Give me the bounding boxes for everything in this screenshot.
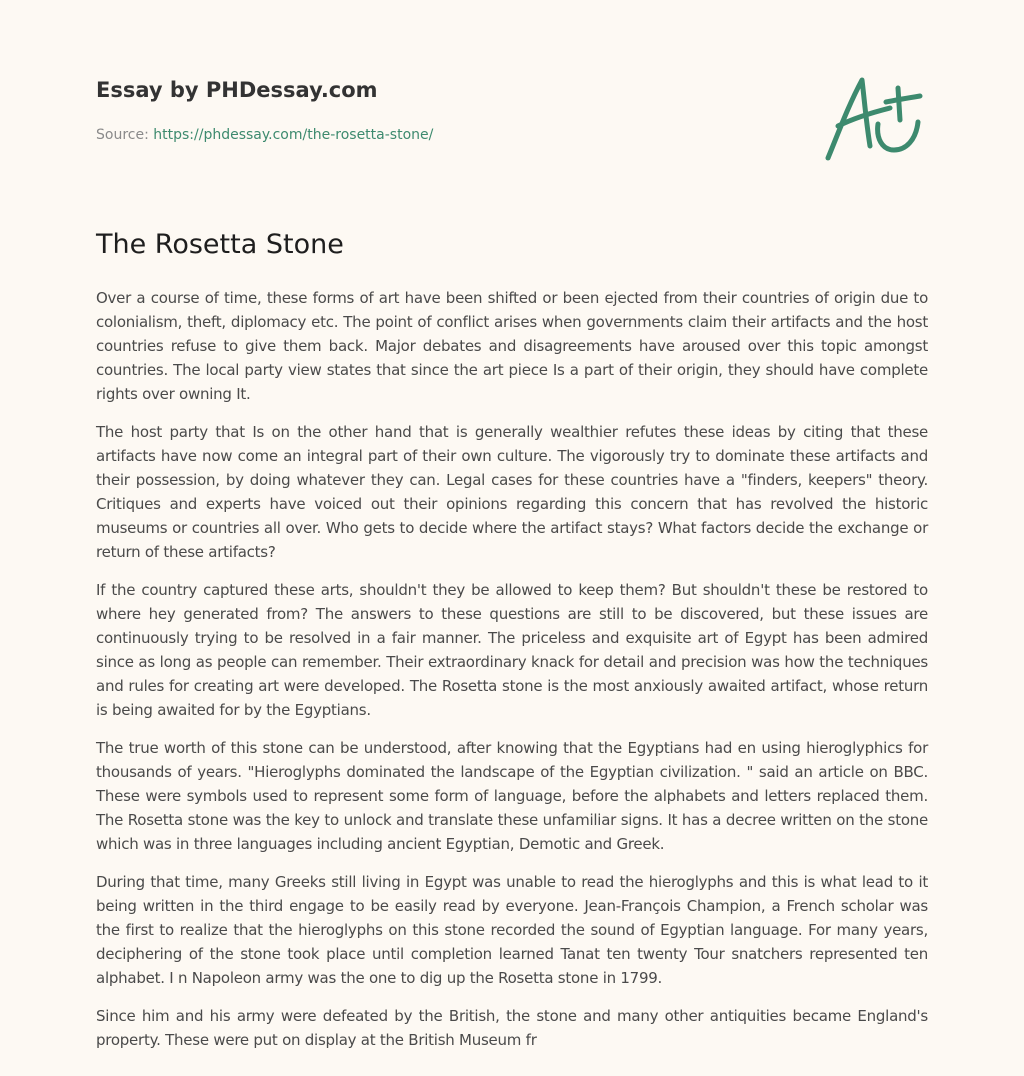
a-plus-grade-icon bbox=[820, 66, 930, 166]
source-label: Source: bbox=[96, 127, 154, 143]
essay-paragraph: If the country captured these arts, shouldn't they be allowed to keep them? But shouldn't these be restored to where hey generated from? The answers to these questions are still to be discovered, but these issues are continuously trying to be resolved in a fair manner. The priceless and exquisite art of Egypt has been admired since as long as people can remember. Their extraordinary knack for detail and precision was how the techniques and rules for creating art were developed. The Rosetta stone is the most anxiously awaited artifact, whose return is being awaited for by the Egyptians. bbox=[96, 581, 928, 719]
essay-paragraph: During that time, many Greeks still living in Egypt was unable to read the hieroglyphs and this is what lead to it being written in the third engage to be easily read by everyone. Jean-François Champion, a French scholar was the first to realize that the hieroglyphs on this stone recorded the sound of Egyptian language. For many years, deciphering of the stone took place until completion learned Tanat ten twenty Tour snatchers represented ten alphabet. I n Napoleon army was the one to dig up the Rosetta stone in 1799. bbox=[96, 873, 928, 987]
essay-paragraph: The host party that Is on the other hand that is generally wealthier refutes these ideas by citing that these artifacts have now come an integral part of their own culture. The vigorously try to dominate these artifacts and their possession, by doing whatever they can. Legal cases for these countries have a "finders, keepers" theory. Critiques and experts have voiced out their opinions regarding this concern that has revolved the historic museums or countries all over. Who gets to decide where the artifact stays? What factors decide the exchange or return of these artifacts? bbox=[96, 423, 928, 561]
page-header bbox=[96, 76, 696, 144]
essay-body bbox=[96, 286, 928, 1066]
essay-paragraph: Over a course of time, these forms of art have been shifted or been ejected from their countries of origin due to colonialism, theft, diplomacy etc. The point of conflict arises when governments claim their artifacts and the host countries refuse to give them back. Major debates and disagreements have aroused over this topic amongst countries. The local party view states that since the art piece Is a part of their origin, they should have complete rights over owning It. bbox=[96, 289, 928, 403]
site-title: Essay by PHDessay.com bbox=[96, 78, 378, 102]
essay-paragraph: Since him and his army were defeated by the British, the stone and many other antiquities became England's property. These were put on display at the British Museum fr bbox=[96, 1007, 928, 1049]
source-line bbox=[96, 126, 696, 144]
essay-title: The Rosetta Stone bbox=[96, 229, 344, 260]
source-link[interactable]: https://phdessay.com/the-rosetta-stone/ bbox=[153, 127, 434, 143]
essay-paragraph: The true worth of this stone can be understood, after knowing that the Egyptians had en using hieroglyphics for thousands of years. "Hieroglyphs dominated the landscape of the Egyptian civilization. " said an article on BBC. These were symbols used to represent some form of language, before the alphabets and letters replaced them. The Rosetta stone was the key to unlock and translate these unfamiliar signs. It has a decree written on the stone which was in three languages including ancient Egyptian, Demotic and Greek. bbox=[96, 739, 928, 853]
